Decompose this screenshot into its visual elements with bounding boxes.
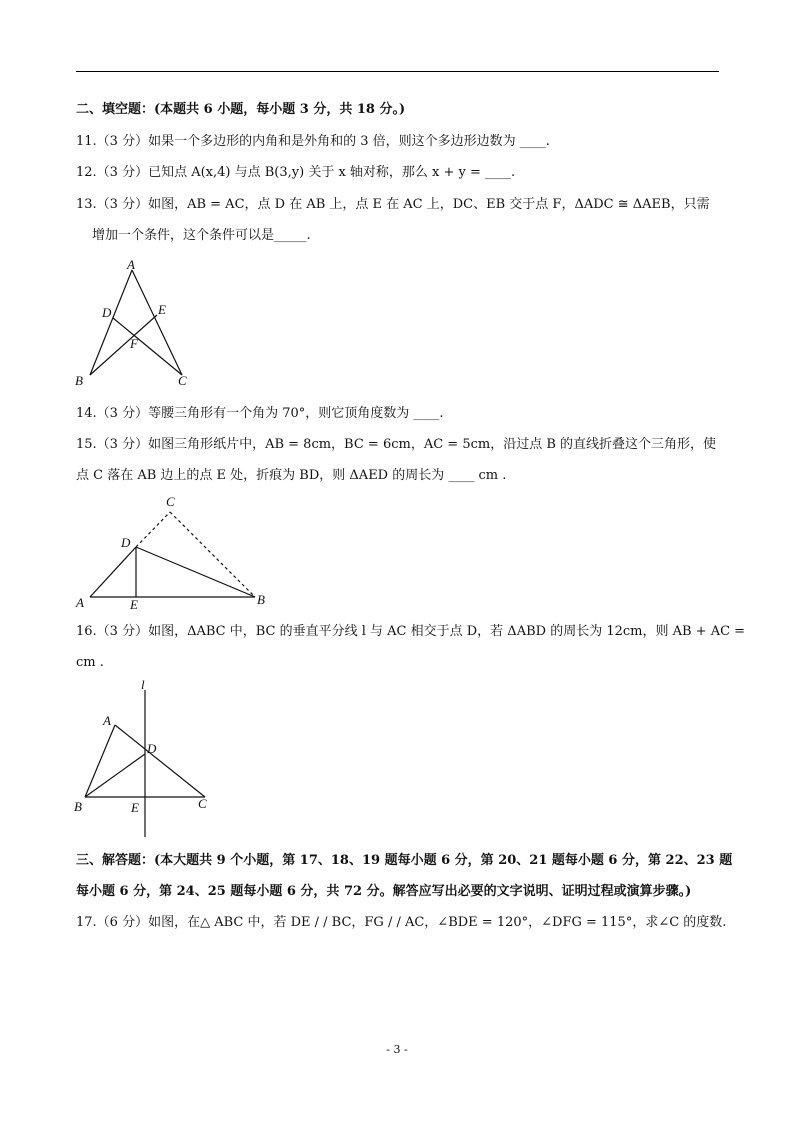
segment-dc-dashed [136, 512, 170, 547]
question-13-line-1: 13.（3 分）如图，AB = AC，点 D 在 AB 上，点 E 在 AC 上，DC、EB 交于点 F，ΔADC ≅ ΔAEB，只需 [76, 197, 710, 212]
question-16-line-2: cm . [76, 655, 104, 670]
segment-ab [90, 270, 132, 375]
segment-ac [115, 725, 205, 797]
figure-16 [70, 675, 220, 840]
page-number: - 3 - [386, 1043, 408, 1056]
question-15-line-1: 15.（3 分）如图三角形纸片中，AB = 8cm，BC = 6cm，AC = 5cm，沿过点 B 的直线折叠这个三角形，使 [76, 437, 717, 452]
label-b: B [257, 592, 265, 607]
label-a: A [103, 713, 111, 728]
segment-cb-dashed [170, 512, 255, 597]
label-l: l [141, 677, 145, 692]
section-2-heading: 二、填空题：(本题共 6 小题，每小题 3 分，共 18 分。) [76, 102, 406, 117]
segment-ad [90, 547, 136, 597]
label-d: D [121, 535, 131, 550]
figure-15 [70, 490, 280, 615]
question-12: 12.（3 分）已知点 A(x,4) 与点 B(3,y) 关于 x 轴对称，那么 x + y = ____. [76, 165, 516, 180]
section-3-heading-line-2: 每小题 6 分，第 24、25 题每小题 6 分，共 72 分。解答应写出必要的文字说明、证明过程或演算步骤。) [76, 884, 692, 899]
segment-ac [132, 270, 182, 375]
label-b: B [74, 799, 82, 814]
question-17: 17.（6 分）如图，在△ ABC 中，若 DE / / BC，FG / / AC，∠BDE = 120°，∠DFG = 115°，求∠C 的度数. [76, 915, 727, 930]
question-11: 11.（3 分）如果一个多边形的内角和是外角和的 3 倍，则这个多边形边数为 ____. [76, 134, 550, 149]
label-d: D [147, 741, 157, 756]
figure-13 [70, 255, 200, 390]
header-rule [76, 71, 719, 72]
question-14: 14.（3 分）等腰三角形有一个角为 70°，则它顶角度数为 ____. [76, 406, 444, 421]
question-13-line-2: 增加一个条件，这个条件可以是_____. [92, 228, 311, 243]
label-a: A [76, 595, 84, 610]
label-e: E [131, 800, 139, 815]
label-e: E [158, 302, 166, 317]
label-c: C [178, 373, 187, 388]
label-d: D [102, 305, 112, 320]
question-16-line-1: 16.（3 分）如图，ΔABC 中，BC 的垂直平分线 l 与 AC 相交于点 D，若 ΔABD 的周长为 12cm，则 AB + AC = [76, 624, 746, 639]
segment-eb [90, 315, 157, 375]
label-a: A [127, 257, 135, 272]
question-15-line-2: 点 C 落在 AB 边上的点 E 处，折痕为 BD，则 ΔAED 的周长为 ____ cm . [76, 468, 507, 483]
segment-dc [113, 318, 182, 375]
label-c: C [198, 796, 207, 811]
section-3-heading-line-1: 三、解答题：(本大题共 9 个小题，第 17、18、19 题每小题 6 分，第 20、21 题每小题 6 分，第 22、23 题 [76, 853, 733, 868]
label-c: C [166, 494, 175, 509]
label-e: E [130, 597, 138, 612]
segment-db-fold [136, 547, 255, 597]
label-f: F [130, 336, 138, 351]
label-b: B [75, 373, 83, 388]
